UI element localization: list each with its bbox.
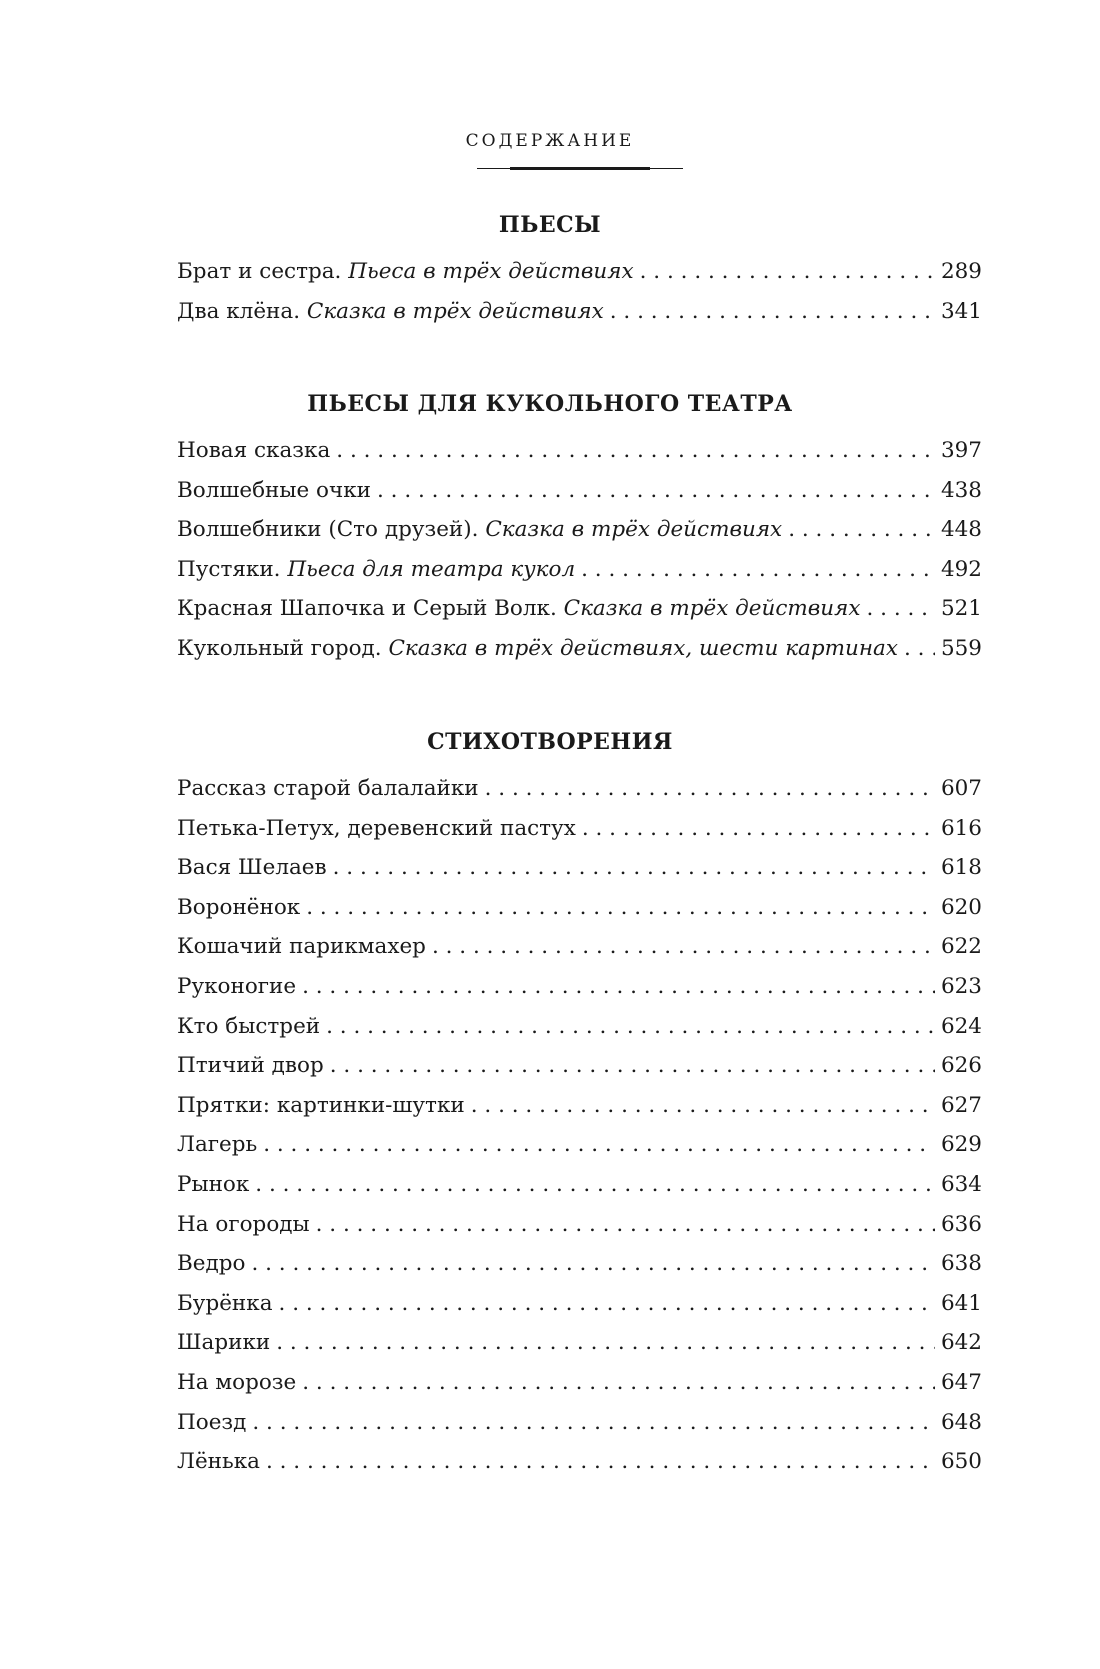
dot-leader <box>333 855 935 880</box>
entry-page: 650 <box>940 1449 982 1475</box>
entry-title: Волшебные очки <box>177 477 371 503</box>
section-entries-poems <box>177 776 982 1489</box>
entry-title: Руконогие <box>177 973 297 999</box>
entry-page: 607 <box>940 776 982 801</box>
dot-leader <box>610 299 935 324</box>
entry-page: 616 <box>940 815 982 841</box>
entry-page: 648 <box>940 1409 982 1435</box>
dot-leader <box>316 1212 935 1237</box>
entry-title: Ведро <box>177 1251 246 1277</box>
entry-page: 638 <box>940 1251 982 1277</box>
entry-title: На морозе <box>177 1369 297 1395</box>
dot-leader <box>581 557 935 582</box>
toc-entry <box>177 855 982 895</box>
toc-entry <box>177 478 982 518</box>
entry-title: Брат и сестра. Пьеса в трёх действиях <box>177 259 634 284</box>
toc-entry <box>177 895 982 935</box>
entry-title: Вася Шелаев <box>177 855 327 881</box>
dot-leader <box>867 596 935 621</box>
entry-page: 622 <box>940 934 982 960</box>
dot-leader <box>263 1132 935 1157</box>
entry-title: Лёнька <box>177 1449 260 1475</box>
toc-entry <box>177 1370 982 1410</box>
toc-entry <box>177 1172 982 1212</box>
toc-entry <box>177 1014 982 1054</box>
toc-entry <box>177 557 982 597</box>
toc-entry <box>177 1330 982 1370</box>
entry-subtitle: Сказка в трёх действиях <box>563 596 861 622</box>
entry-page: 492 <box>940 556 982 582</box>
entry-page: 559 <box>940 635 982 661</box>
entry-title: Бурёнка <box>177 1290 273 1316</box>
entry-page: 620 <box>940 894 982 920</box>
toc-entry <box>177 438 982 478</box>
entry-page: 642 <box>940 1330 982 1356</box>
toc-entry <box>177 1093 982 1133</box>
entry-title: Пустяки. Пьеса для театра кукол <box>177 556 576 582</box>
dot-leader <box>252 1410 935 1435</box>
entry-title: Шарики <box>177 1330 271 1356</box>
dot-leader <box>251 1251 934 1276</box>
entry-title: Рассказ старой балалайки <box>177 776 479 801</box>
dot-leader <box>377 478 935 503</box>
toc-entry <box>177 1410 982 1450</box>
entry-page: 289 <box>940 259 982 284</box>
entry-page: 647 <box>940 1369 982 1395</box>
toc-entry <box>177 1449 982 1489</box>
toc-entry <box>177 1212 982 1252</box>
section-title-plays: ПЬЕСЫ <box>498 212 602 238</box>
toc-entry <box>177 1251 982 1291</box>
entry-page: 624 <box>940 1013 982 1039</box>
dot-leader <box>302 974 935 999</box>
entry-title: Лагерь <box>177 1132 258 1158</box>
dot-leader <box>432 934 935 959</box>
toc-entry <box>177 974 982 1014</box>
entry-page: 636 <box>940 1211 982 1237</box>
toc-entry <box>177 776 982 816</box>
entry-title: Рынок <box>177 1171 250 1197</box>
entry-title: Поезд <box>177 1409 247 1435</box>
toc-entry <box>177 636 982 676</box>
dot-leader <box>788 517 935 542</box>
dot-leader <box>640 259 935 284</box>
entry-page: 634 <box>940 1171 982 1197</box>
section-entries-puppet-plays <box>177 438 982 676</box>
dot-leader <box>302 1370 935 1395</box>
entry-page: 397 <box>940 438 982 463</box>
entry-subtitle: Сказка в трёх действиях, шести картинах <box>388 635 898 661</box>
entry-page: 629 <box>940 1132 982 1158</box>
entry-page: 627 <box>940 1092 982 1118</box>
dot-leader <box>336 438 935 463</box>
dot-leader <box>255 1172 935 1197</box>
dot-leader <box>330 1053 935 1078</box>
entry-title: Красная Шапочка и Серый Волк. Сказка в трёх действиях <box>177 596 861 622</box>
running-title: СОДЕРЖАНИЕ <box>465 131 635 151</box>
toc-entry <box>177 1053 982 1093</box>
section-entries-plays <box>177 259 982 338</box>
dot-leader <box>306 895 935 920</box>
dot-leader <box>276 1330 935 1355</box>
entry-subtitle: Сказка в трёх действиях <box>485 517 783 543</box>
entry-page: 626 <box>940 1053 982 1079</box>
dot-leader <box>279 1291 935 1316</box>
toc-entry <box>177 299 982 339</box>
entry-page: 341 <box>940 298 982 324</box>
dot-leader <box>471 1093 935 1118</box>
entry-title: Птичий двор <box>177 1053 324 1079</box>
entry-title: На огороды <box>177 1211 310 1237</box>
entry-page: 641 <box>940 1290 982 1316</box>
entry-title: Волшебники (Сто друзей). Сказка в трёх действиях <box>177 517 783 543</box>
dot-leader <box>326 1014 935 1039</box>
entry-page: 438 <box>940 477 982 503</box>
entry-page: 521 <box>940 596 982 622</box>
entry-title: Воронёнок <box>177 894 301 920</box>
entry-page: 618 <box>940 855 982 881</box>
toc-entry <box>177 517 982 557</box>
section-title-poems: СТИХОТВОРЕНИЯ <box>427 729 673 755</box>
toc-entry <box>177 596 982 636</box>
dot-leader <box>266 1449 935 1474</box>
entry-title: Кукольный город. Сказка в трёх действиях, шести картинах <box>177 635 898 661</box>
dot-leader <box>582 816 935 841</box>
entry-title: Кто быстрей <box>177 1013 321 1039</box>
entry-page: 448 <box>940 517 982 543</box>
entry-subtitle: Пьеса в трёх действиях <box>348 259 634 284</box>
toc-entry <box>177 934 982 974</box>
section-title-puppet-plays: ПЬЕСЫ ДЛЯ КУКОЛЬНОГО ТЕАТРА <box>307 391 793 417</box>
dot-leader <box>485 776 935 801</box>
entry-title: Кошачий парикмахер <box>177 934 426 960</box>
entry-title: Новая сказка <box>177 438 331 463</box>
toc-entry <box>177 1132 982 1172</box>
entry-title: Два клёна. Сказка в трёх действиях <box>177 298 604 324</box>
dot-leader <box>904 636 935 661</box>
entry-subtitle: Пьеса для театра кукол <box>287 556 576 582</box>
toc-entry <box>177 259 982 299</box>
entry-title: Прятки: картинки-шутки <box>177 1092 465 1118</box>
toc-entry <box>177 816 982 856</box>
entry-page: 623 <box>940 973 982 999</box>
entry-title: Петька-Петух, деревенский пастух <box>177 815 576 841</box>
entry-subtitle: Сказка в трёх действиях <box>306 298 604 324</box>
toc-entry <box>177 1291 982 1331</box>
header-rule-thick <box>510 167 650 170</box>
